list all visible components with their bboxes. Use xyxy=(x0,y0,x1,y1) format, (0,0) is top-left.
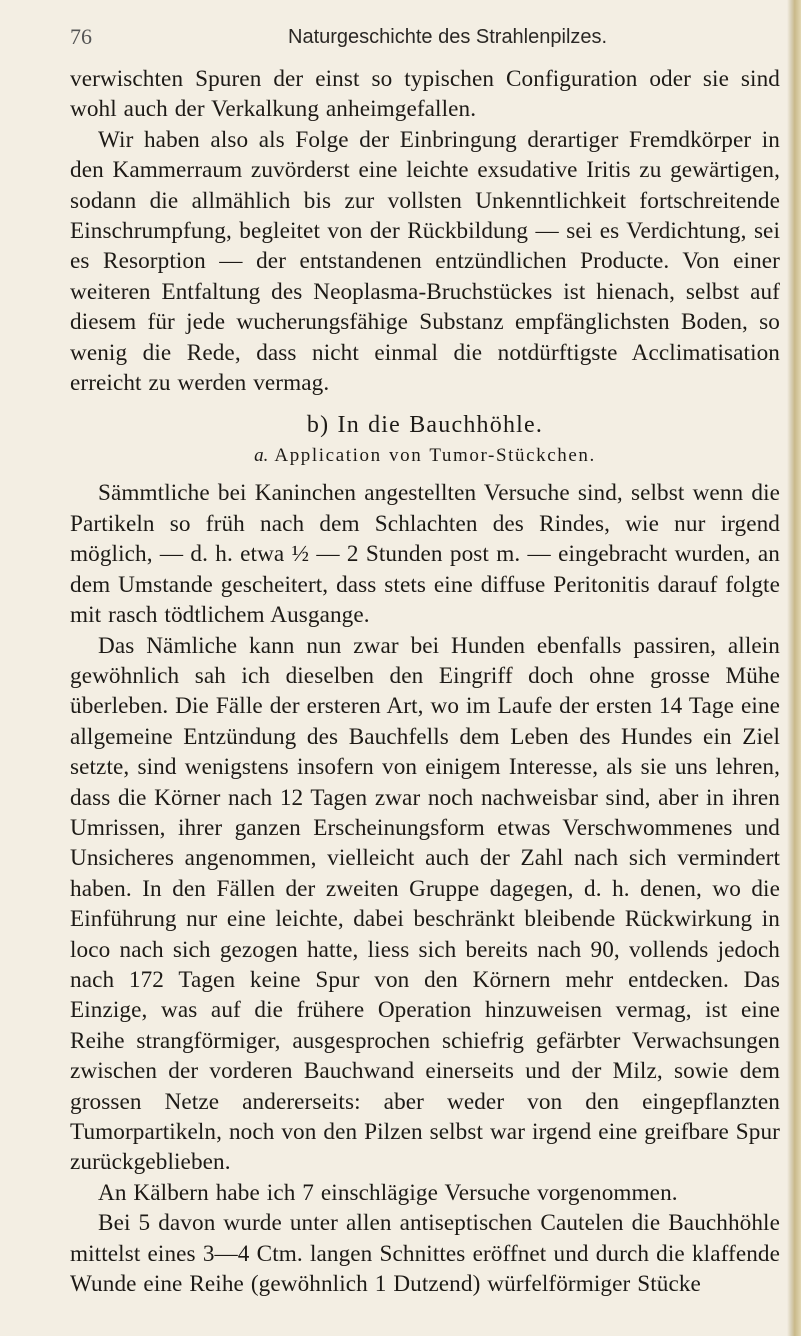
page-number: 76 xyxy=(70,24,92,49)
book-page xyxy=(70,24,780,1299)
paragraph: Das Nämliche kann nun zwar bei Hunden ebenfalls passiren, allein gewöhnlich sah ich dieselben den Eingriff doch ohne grosse Mühe überleben. Die Fälle der ersteren Art, wo im Laufe der ersten 14 Tage eine allgemeine Entzündung des Bauchfells dem Leben des Hundes ein Ziel setzte, sind wenigstens insofern von einigem Interesse, als sie uns lehren, dass die Körner nach 12 Tagen zwar noch nachweisbar sind, aber in ihren Umrissen, ihrer ganzen Erscheinungsform etwas Verschwommenes und Unsicheres angenommen, vielleicht auch der Zahl nach sich vermindert haben. In den Fällen der zweiten Gruppe dagegen, d. h. denen, wo die Einführung nur eine leichte, dabei beschränkt bleibende Rückwirkung in loco nach sich gezogen hatte, liess sich bereits nach 90, vollends jedoch nach 172 Tagen keine Spur von den Körnern mehr entdecken. Das Einzige, was auf die frühere Operation hinzuweisen vermag, ist eine Reihe strangförmiger, ausgesprochen schiefrig gefärbter Verwachsungen zwischen der vorderen Bauchwand einerseits und der Milz, sowie dem grossen Netze andererseits: aber weder von den eingepflanzten Tumorpartikeln, noch von den Pilzen selbst war irgend eine greifbare Spur zurückgeblieben. xyxy=(70,632,780,1176)
body-text xyxy=(70,64,780,1299)
running-title: Naturgeschichte des Strahlenpilzes. xyxy=(288,26,608,48)
paragraph: Bei 5 davon wurde unter allen antiseptischen Cautelen die Bauchhöhle mittelst eines 3—4 Ctm. langen Schnittes eröffnet und durch die klaffende Wunde eine Reihe (gewöhnlich 1 Dutzend) würfelförmiger Stücke xyxy=(70,1210,780,1298)
page-header xyxy=(70,24,780,64)
section-heading: b) In die Bauchhöhle. xyxy=(306,412,544,439)
subsection-title: Application von Tumor-Stückchen. xyxy=(274,445,596,467)
paragraph: An Kälbern habe ich 7 einschlägige Versuche vorgenommen. xyxy=(98,1179,678,1206)
page-edge xyxy=(787,0,801,1336)
subsection-marker: a. xyxy=(254,445,269,467)
subsection-heading xyxy=(70,442,780,470)
paragraph: verwischten Spuren der einst so typischen Configuration oder sie sind wohl auch der Verkalkung anheimgefallen. xyxy=(70,66,780,123)
paragraph: Sämmtliche bei Kaninchen angestellten Versuche sind, selbst wenn die Partikeln so früh nach dem Schlachten des Rindes, wie nur irgend möglich, — d. h. etwa ½ — 2 Stunden post m. — eingebracht wurden, an dem Umstande gescheitert, dass stets eine diffuse Peritonitis darauf folgte mit rasch tödtlichem Ausgange. xyxy=(70,480,780,629)
paragraph: Wir haben also als Folge der Einbringung derartiger Fremdkörper in den Kammerraum zuvörderst eine leichte exsudative Iritis zu gewärtigen, sodann die allmählich bis zur vollsten Unkenntlichkeit fortschreitende Einschrumpfung, begleitet von der Rückbildung — sei es Verdichtung, sei es Resorption — der entstandenen entzündlichen Producte. Von einer weiteren Entfaltung des Neoplasma-Bruchstückes ist hienach, selbst auf diesem für jede wucherungsfähige Substanz empfänglichsten Boden, so wenig die Rede, dass nicht einmal die notdürftigste Acclimatisation erreicht zu werden vermag. xyxy=(70,126,780,397)
